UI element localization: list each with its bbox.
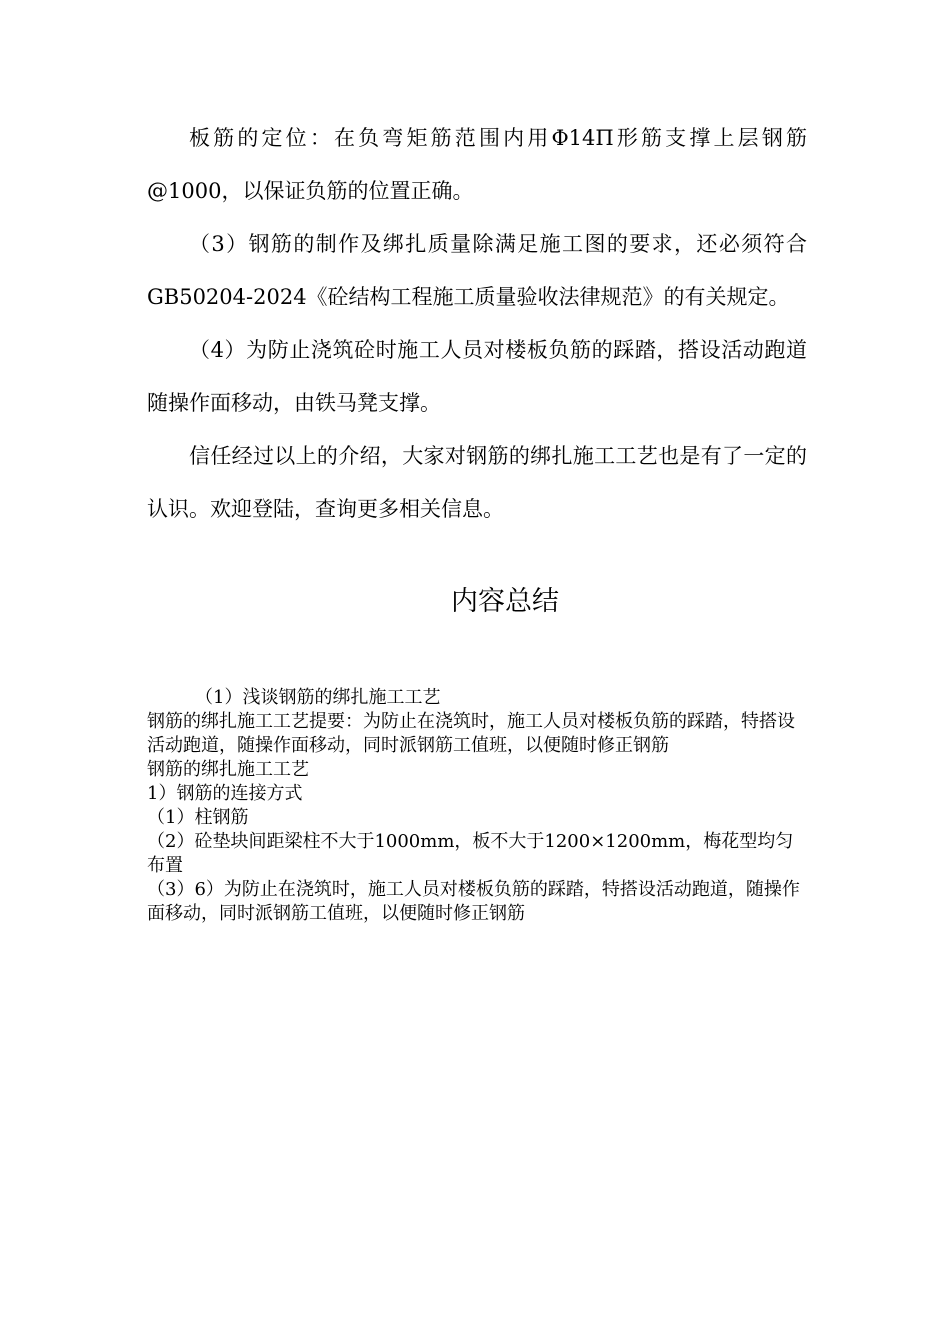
paragraph-quality-requirements: （3）钢筋的制作及绑扎质量除满足施工图的要求，还必须符合GB50204-2024《砼结构工程施工质量验收法律规范》的有关规定。: [147, 232, 807, 309]
summary-line: 钢筋的绑扎施工工艺提要：为防止在浇筑时，施工人员对楼板负筋的踩踏，特搭设活动跑道，随操作面移动，同时派钢筋工值班，以便随时修正钢筋: [147, 711, 795, 756]
summary-title: 内容总结: [451, 586, 559, 617]
summary-line: （2）砼垫块间距梁柱不大于1000mm，板不大于1200×1200mm，梅花型均匀布置: [147, 831, 794, 876]
paragraph-walkway: （4）为防止浇筑砼时施工人员对楼板负筋的踩踏，搭设活动跑道随操作面移动，由铁马凳支撑。: [147, 338, 807, 415]
body-text: [147, 112, 807, 536]
summary-line: （1）浅谈钢筋的绑扎施工工艺: [195, 687, 441, 708]
summary-line: 钢筋的绑扎施工工艺: [147, 759, 309, 780]
summary-line: （3）6）为防止在浇筑时，施工人员对楼板负筋的踩踏，特搭设活动跑道，随操作面移动，同时派钢筋工值班，以便随时修正钢筋: [147, 879, 800, 924]
summary-line: （1）柱钢筋: [147, 807, 249, 828]
paragraph-closing: 信任经过以上的介绍，大家对钢筋的绑扎施工工艺也是有了一定的认识。欢迎登陆，查询更多相关信息。: [147, 444, 807, 521]
paragraph-rebar-positioning: 板筋的定位：在负弯矩筋范围内用Φ14Π形筋支撑上层钢筋@1000，以保证负筋的位置正确。: [147, 126, 807, 203]
summary-content: [147, 686, 807, 926]
summary-line: 1）钢筋的连接方式: [147, 783, 303, 804]
